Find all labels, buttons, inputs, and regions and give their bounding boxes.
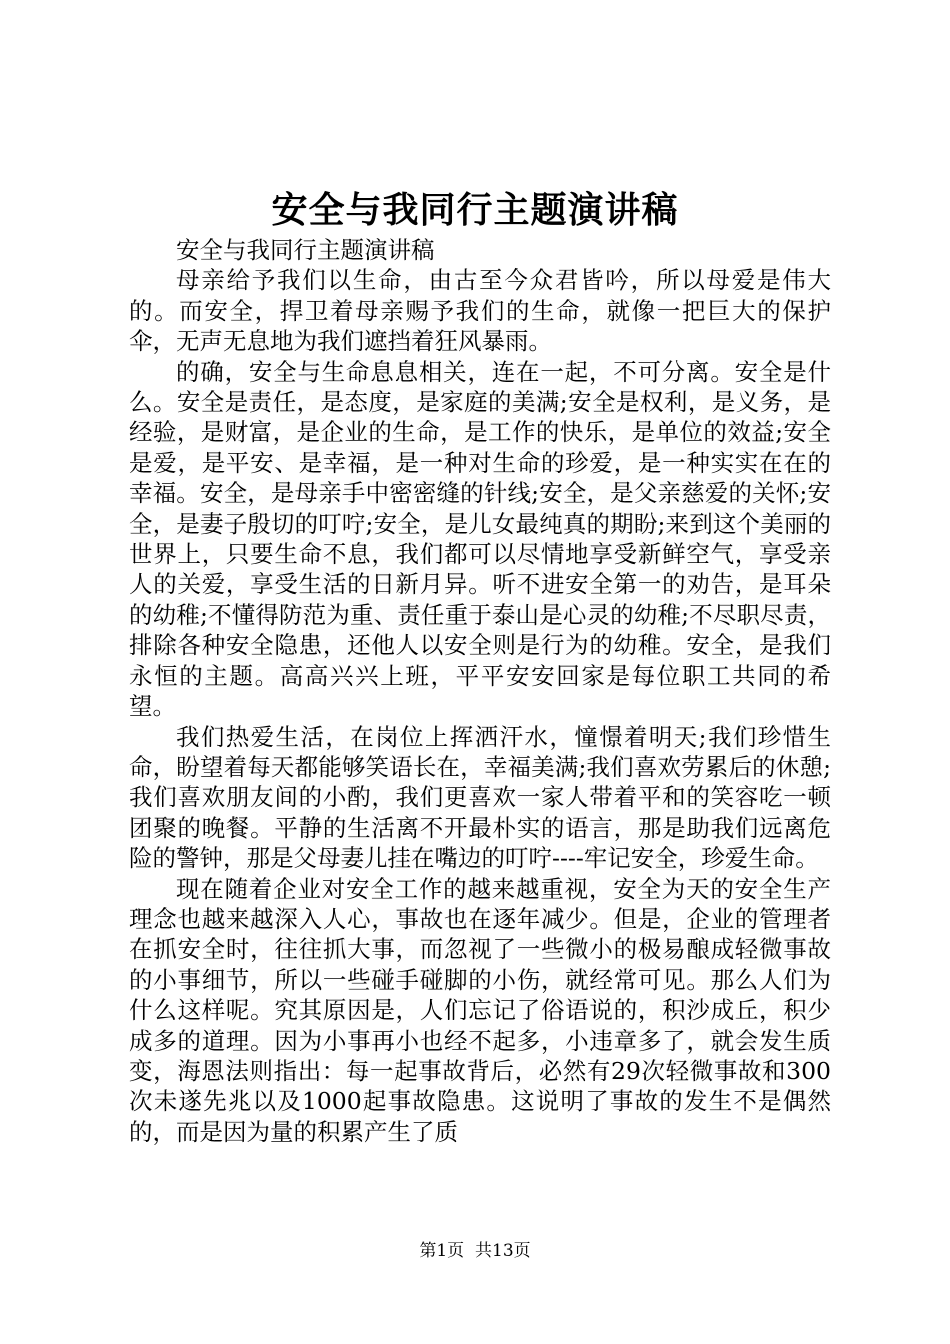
page-number: 第1页 [419,1241,465,1261]
paragraph: 现在随着企业对安全工作的越来越重视，安全为天的安全生产理念也越来越深入人心，事故也在逐年减少。但是，企业的管理者在抓安全时，往往抓大事，而忽视了一些微小的极易酿成轻微事故的小事细节，所以一些碰手碰脚的小伤，就经常可见。那么人们为什么这样呢。究其原因是，人们忘记了俗语说的，积沙成丘，积少成多的道理。因为小事再小也经不起多，小违章多了，就会发生质变，海恩法则指出：每一起事故背后，必然有29次轻微事故和300次未遂先兆以及1000起事故隐患。这说明了事故的发生不是偶然的，而是因为量的积累产生了质 [129,874,831,1146]
page-footer [0,1240,950,1262]
document-body [129,235,831,1147]
paragraph: 我们热爱生活，在岗位上挥洒汗水，憧憬着明天;我们珍惜生命，盼望着每天都能够笑语长在，幸福美满;我们喜欢劳累后的休憩;我们喜欢朋友间的小酌，我们更喜欢一家人带着平和的笑容吃一顿团聚的晚餐。平静的生活离不开最朴实的语言，那是助我们远离危险的警钟，那是父母妻儿挂在嘴边的叮咛----牢记安全，珍爱生命。 [129,722,831,873]
document-title: 安全与我同行主题演讲稿 [271,189,679,231]
paragraph: 安全与我同行主题演讲稿 [176,236,435,264]
page-total: 共13页 [475,1241,531,1261]
paragraph: 的确，安全与生命息息相关，连在一起，不可分离。安全是什么。安全是责任，是态度，是家庭的美满;安全是权利，是义务，是经验，是财富，是企业的生命，是工作的快乐，是单位的效益;安全是爱，是平安、是幸福，是一种对生命的珍爱，是一种实实在在的幸福。安全，是母亲手中密密缝的针线;安全，是父亲慈爱的关怀;安全，是妻子殷切的叮咛;安全，是儿女最纯真的期盼;来到这个美丽的世界上，只要生命不息，我们都可以尽情地享受新鲜空气，享受亲人的关爱，享受生活的日新月异。听不进安全第一的劝告，是耳朵的幼稚;不懂得防范为重、责任重于泰山是心灵的幼稚;不尽职尽责，排除各种安全隐患，还他人以安全则是行为的幼稚。安全，是我们永恒的主题。高高兴兴上班，平平安安回家是每位职工共同的希望。 [129,357,831,721]
paragraph: 母亲给予我们以生命，由古至今众君皆吟，所以母爱是伟大的。而安全，捍卫着母亲赐予我们的生命，就像一把巨大的保护伞，无声无息地为我们遮挡着狂风暴雨。 [129,266,831,356]
